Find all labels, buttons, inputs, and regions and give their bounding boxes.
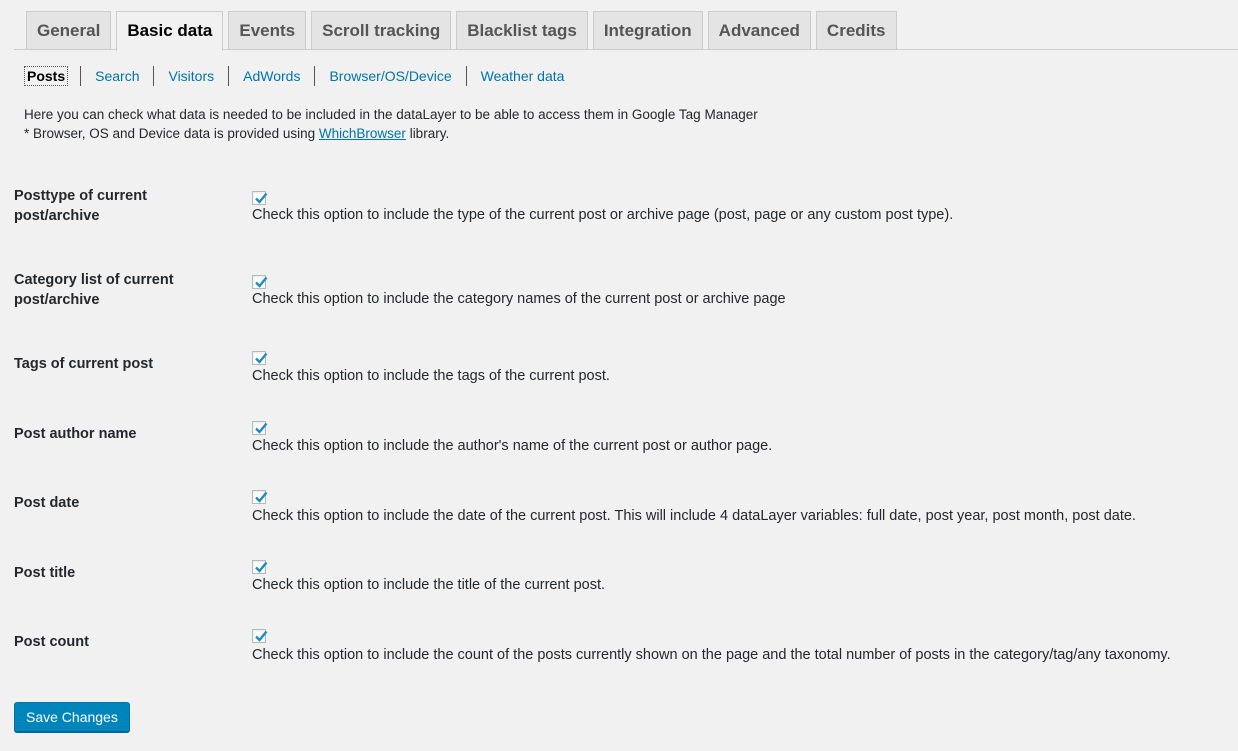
intro-text bbox=[24, 105, 758, 143]
subtab-separator bbox=[153, 66, 154, 86]
subtab-posts[interactable]: Posts bbox=[24, 66, 68, 86]
subtab-visitors[interactable]: Visitors bbox=[168, 68, 215, 84]
option-description: Check this option to include the tags of the current post. bbox=[252, 368, 610, 384]
option-label: Category list of current post/archive bbox=[14, 272, 174, 308]
option-label: Post title bbox=[14, 565, 76, 581]
checkmark-icon bbox=[252, 627, 270, 645]
option-label: Post author name bbox=[14, 426, 137, 442]
tags-checkbox[interactable] bbox=[252, 351, 266, 365]
tab-advanced[interactable]: Advanced bbox=[708, 11, 811, 49]
option-label: Posttype of current post/archive bbox=[14, 188, 147, 224]
option-label: Tags of current post bbox=[14, 356, 154, 372]
intro-line-2 bbox=[24, 124, 758, 143]
subtab-separator bbox=[228, 66, 229, 86]
checkmark-icon bbox=[252, 558, 270, 576]
option-description: Check this option to include the author's name of the current post or author page. bbox=[252, 438, 773, 454]
subtab-search[interactable]: Search bbox=[95, 68, 140, 84]
post-count-checkbox[interactable] bbox=[252, 629, 266, 643]
subtab-separator bbox=[466, 66, 467, 86]
sub-tab-bar bbox=[24, 66, 566, 86]
post-title-checkbox[interactable] bbox=[252, 560, 266, 574]
checkmark-icon bbox=[252, 349, 270, 367]
option-description: Check this option to include the type of the current post or archive page (post, page or any custom post type). bbox=[252, 207, 954, 223]
tab-integration[interactable]: Integration bbox=[593, 11, 703, 49]
subtab-weather-data[interactable]: Weather data bbox=[480, 68, 565, 84]
posttype-checkbox[interactable] bbox=[252, 191, 266, 205]
post-date-checkbox[interactable] bbox=[252, 490, 266, 504]
save-changes-button[interactable]: Save Changes bbox=[14, 702, 130, 732]
author-name-checkbox[interactable] bbox=[252, 421, 266, 435]
option-description: Check this option to include the date of the current post. This will include 4 dataLayer variables: full date, post year, post month, post date. bbox=[252, 508, 1136, 524]
option-description: Check this option to include the title of the current post. bbox=[252, 577, 606, 593]
category-list-checkbox[interactable] bbox=[252, 275, 266, 289]
intro-line-2-suffix: library. bbox=[405, 126, 450, 141]
tab-blacklist-tags[interactable]: Blacklist tags bbox=[456, 11, 588, 49]
subtab-separator bbox=[314, 66, 315, 86]
tab-events[interactable]: Events bbox=[228, 11, 306, 49]
option-label: Post count bbox=[14, 634, 89, 650]
checkmark-icon bbox=[252, 419, 270, 437]
intro-line-1: Here you can check what data is needed to be included in the dataLayer to be able to access them in Google Tag Manager bbox=[24, 107, 758, 122]
whichbrowser-link[interactable]: WhichBrowser bbox=[318, 126, 406, 141]
option-description: Check this option to include the count of the posts currently shown on the page and the total number of posts in the category/tag/any taxonomy. bbox=[252, 647, 1171, 663]
tab-basic-data[interactable]: Basic data bbox=[116, 11, 223, 51]
subtab-separator bbox=[80, 66, 81, 86]
subtab-browser-os-device[interactable]: Browser/OS/Device bbox=[329, 68, 452, 84]
checkmark-icon bbox=[252, 488, 270, 506]
tab-scroll-tracking[interactable]: Scroll tracking bbox=[311, 11, 451, 49]
intro-line-2-prefix: * Browser, OS and Device data is provided using bbox=[24, 126, 319, 141]
tab-credits[interactable]: Credits bbox=[816, 11, 897, 49]
option-description: Check this option to include the category names of the current post or archive page bbox=[252, 291, 786, 307]
subtab-adwords[interactable]: AdWords bbox=[243, 68, 301, 84]
tab-general[interactable]: General bbox=[26, 11, 111, 49]
main-tab-bar bbox=[14, 11, 1238, 50]
option-label: Post date bbox=[14, 495, 80, 511]
